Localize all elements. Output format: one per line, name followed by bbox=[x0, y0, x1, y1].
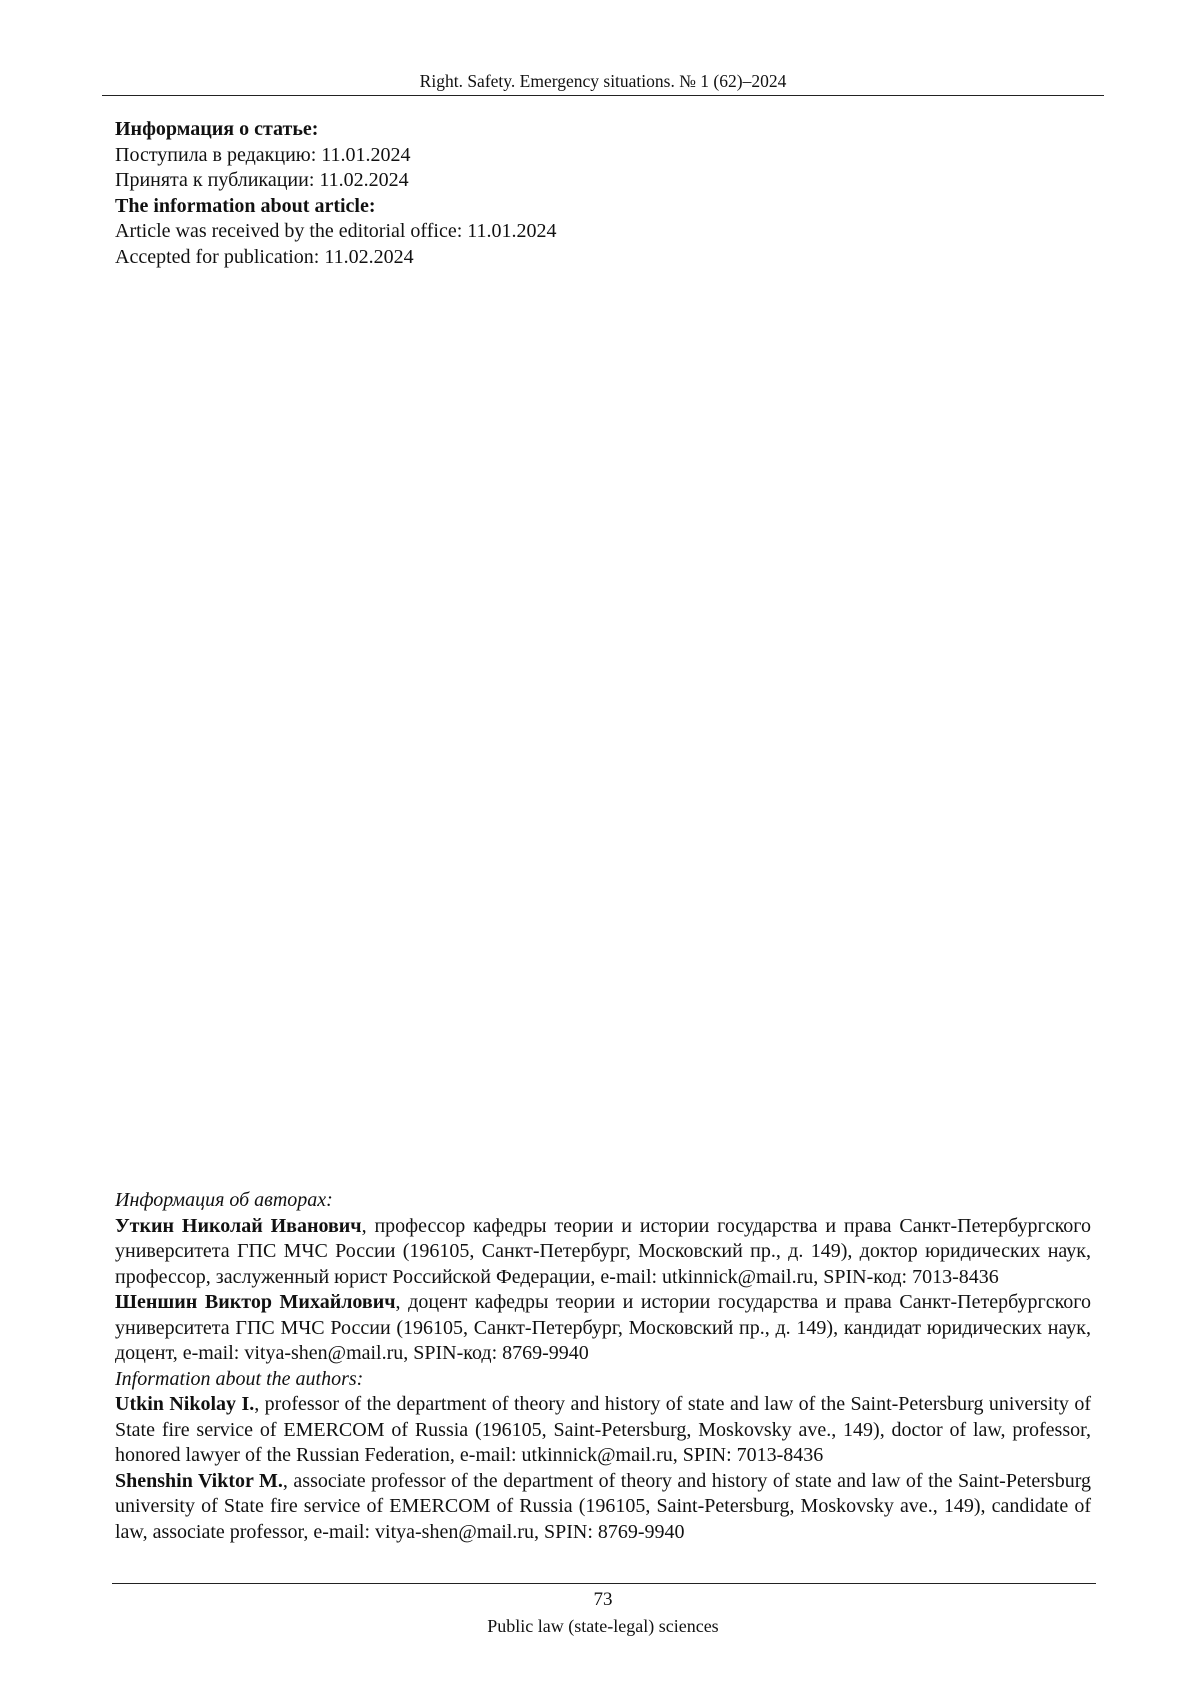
page-number: 73 bbox=[593, 1589, 613, 1610]
header-divider bbox=[102, 95, 1104, 96]
footer-divider bbox=[112, 1583, 1096, 1584]
author-details: , доцент кафедры теории и истории государства и права Санкт-Петербургского университета ГПС МЧС России (196105, Санкт-Петербург, Московский пр., д. 149), кандидат юридических наук, доцент, e-mail: vitya-shen@mail.ru, SPIN-код: 8769-9940 bbox=[115, 1291, 1091, 1364]
authors-heading-ru: Информация об авторах: bbox=[115, 1189, 333, 1211]
accepted-date-ru: Принята к публикации: 11.02.2024 bbox=[115, 169, 409, 191]
received-date-en: Article was received by the editorial office: 11.01.2024 bbox=[115, 220, 557, 242]
author-name: Уткин Николай Иванович bbox=[115, 1214, 362, 1237]
running-header: Right. Safety. Emergency situations. № 1 (62)–2024 bbox=[419, 71, 787, 91]
received-date-ru: Поступила в редакцию: 11.01.2024 bbox=[115, 143, 411, 166]
article-info-heading-en: The information about article: bbox=[115, 194, 376, 217]
article-info bbox=[115, 117, 1095, 270]
author-name: Utkin Nikolay I. bbox=[115, 1393, 255, 1415]
article-info-heading-ru: Информация о статье: bbox=[115, 118, 319, 140]
author-name: Shenshin Viktor M. bbox=[115, 1469, 283, 1492]
accepted-date-en: Accepted for publication: 11.02.2024 bbox=[115, 245, 414, 268]
authors-section bbox=[115, 1188, 1091, 1545]
author-entry-en-shenshin bbox=[115, 1469, 1091, 1546]
author-entry-ru-utkin bbox=[115, 1214, 1091, 1291]
author-details: , профессор кафедры теории и истории государства и права Санкт-Петербургского университета ГПС МЧС России (196105, Санкт-Петербург, Московский пр., д. 149), доктор юридических наук, профессор, заслуженный юрист Российской Федерации, e-mail: utkinnick@mail.ru, SPIN-код: 7013-8436 bbox=[115, 1214, 1091, 1288]
footer-section-title: Public law (state-legal) sciences bbox=[487, 1616, 719, 1636]
author-entry-ru-shenshin bbox=[115, 1290, 1091, 1367]
authors-heading-en: Information about the authors: bbox=[115, 1367, 364, 1390]
author-name: Шеншин Виктор Михайлович bbox=[115, 1291, 396, 1313]
author-details: , professor of the department of theory and history of state and law of the Saint-Petersburg university of State fire service of EMERCOM of Russia (196105, Saint-Petersburg, Moskovsky ave., 149), doctor of law, professor, honored lawyer of the Russian Federation, e-mail: utkinnick@mail.ru, SPIN: 7013-8436 bbox=[115, 1393, 1091, 1466]
author-details: , associate professor of the department of theory and history of state and law of the Saint-Petersburg university of State fire service of EMERCOM of Russia (196105, Saint-Petersburg, Moskovsky ave., 149), candidate of law, associate professor, e-mail: vitya-shen@mail.ru, SPIN: 8769-9940 bbox=[115, 1469, 1091, 1543]
author-entry-en-utkin bbox=[115, 1392, 1091, 1469]
